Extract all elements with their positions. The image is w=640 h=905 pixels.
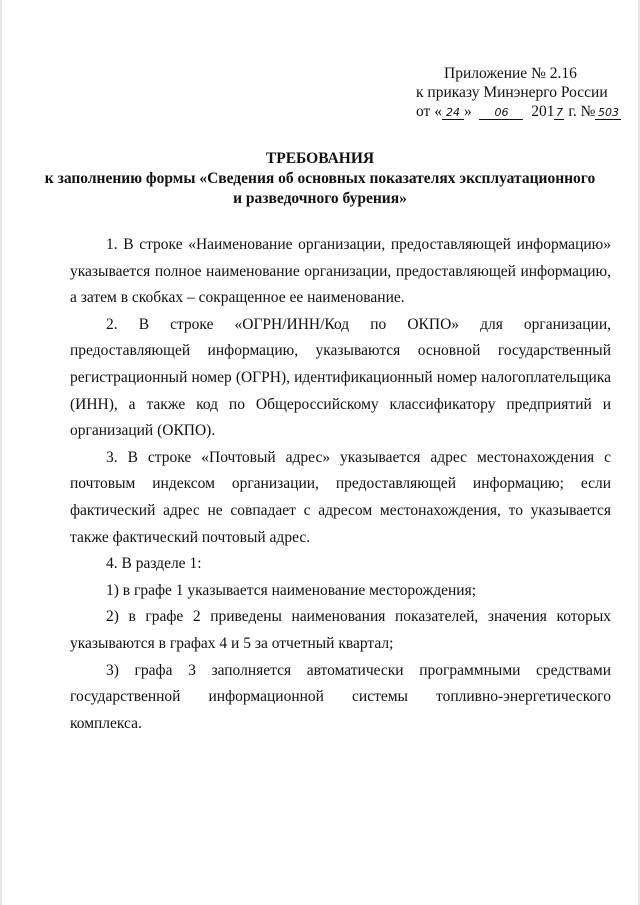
date-month-handwritten: 06 xyxy=(479,106,523,120)
scan-edge-left xyxy=(0,0,2,905)
date-year-tail: г. № xyxy=(564,103,596,120)
document-body xyxy=(70,232,611,737)
date-mid: » xyxy=(463,103,472,120)
order-number-handwritten: 503 xyxy=(595,106,621,120)
date-year-prefix: 201 xyxy=(531,103,555,120)
document-subtitle-line2: и разведочного бурения» xyxy=(233,190,407,207)
paragraph-6: 2) в графе 2 приведены наименования показателей, значения которых указываются в графах 4 и 5 за отчетный квартал; xyxy=(70,608,611,652)
appendix-date-line xyxy=(416,102,636,121)
paragraph-5: 1) в графе 1 указывается наименование месторождения; xyxy=(106,581,477,599)
paragraph-7: 3) графа 3 заполняется автоматически программными средствами государственной информационной системы топливно-энергетического комплекса. xyxy=(70,661,611,732)
document-title: ТРЕБОВАНИЯ xyxy=(265,150,375,167)
document-subtitle-line1: к заполнению формы «Сведения об основных показателях эксплуатационного xyxy=(44,170,596,187)
appendix-order-ref: к приказу Минэнерго России xyxy=(416,84,608,101)
date-day-handwritten: 24 xyxy=(442,106,464,120)
paragraph-4: 4. В разделе 1: xyxy=(106,555,202,573)
date-prefix: от « xyxy=(416,103,442,120)
appendix-block xyxy=(416,64,636,121)
paragraph-1: 1. В строке «Наименование организации, предоставляющей информацию» указывается полное наименование организации, предоставляющей информацию, а затем в скобках – сокращенное ее наименование. xyxy=(70,236,611,307)
appendix-number: Приложение № 2.16 xyxy=(444,65,577,82)
paragraph-3: 3. В строке «Почтовый адрес» указывается адрес местонахождения с почтовым индексом организации, предоставляющей информацию; если фактический адрес не совпадает с адресом местонахождения, то указывается также фактический почтовый адрес. xyxy=(70,448,611,546)
date-year-handwritten: 7 xyxy=(555,106,563,119)
paragraph-2: 2. В строке «ОГРН/ИНН/Код по ОКПО» для организации, предоставляющей информацию, указываются основной государственный регистрационный номер (ОГРН), идентификационный номер налогоплательщика (ИНН), а также код по Общероссийскому классификатору предприятий и организаций (ОКПО). xyxy=(70,315,611,440)
